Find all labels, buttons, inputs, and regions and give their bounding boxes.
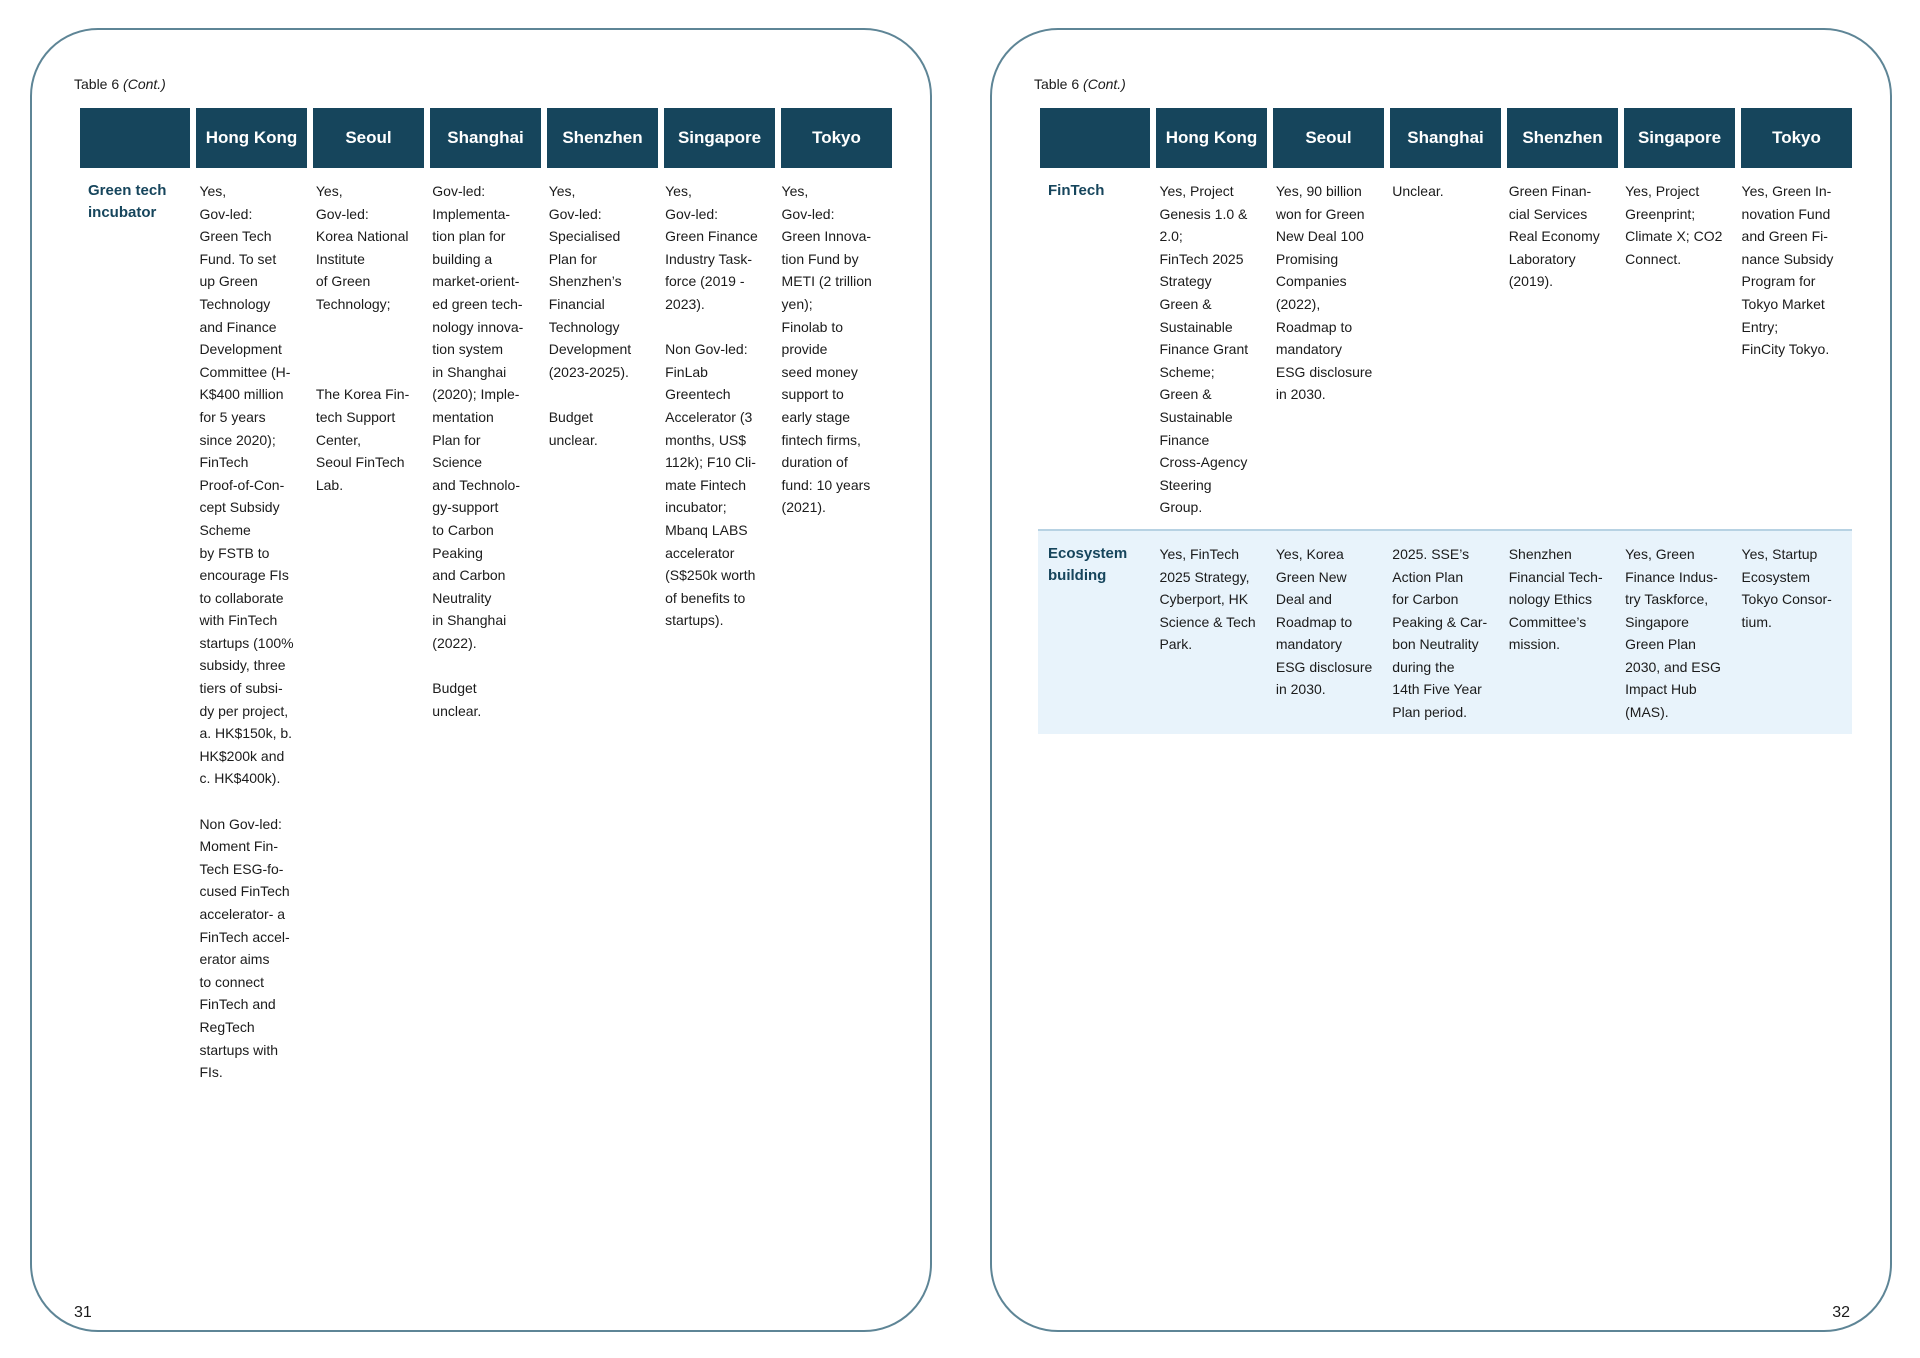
header-singapore: Singapore — [1624, 108, 1735, 168]
table-cell: Yes, Startup Ecosystem Tokyo Consor- tium. — [1741, 545, 1832, 630]
table-cell: Shenzhen Financial Tech- nology Ethics Committee’s mission. — [1508, 545, 1603, 653]
header-seoul: Seoul — [1273, 108, 1384, 168]
table-cell: Yes, Gov-led: Green Finance Industry Task- force (2019 - 2023). Non Gov-led: FinLab Greentech Accelerator (3 months, US$ 112k); F10 Cli- mate Fintech incubator; Mbanq LABS accelerator (S$250k worth of benefits to startups). — [665, 183, 758, 629]
header-shenzhen: Shenzhen — [1507, 108, 1618, 168]
header-seoul: Seoul — [313, 108, 424, 168]
table-caption: Table 6 (Cont.) — [1034, 76, 1126, 92]
table-cell: Yes, Project Genesis 1.0 & 2.0; FinTech 2025 Strategy Green & Sustainable Finance Grant Scheme; Green & Sustainable Finance Cross-Agency Steering Group. — [1159, 183, 1249, 516]
table-cell: Yes, Green In- novation Fund and Green Fi- nance Subsidy Program for Tokyo Market Entry; FinCity Tokyo. — [1741, 183, 1834, 358]
table-cell: Yes, Project Greenprint; Climate X; CO2 Connect. — [1625, 183, 1723, 267]
table-header — [78, 108, 892, 168]
header-shenzhen: Shenzhen — [547, 108, 658, 168]
table-cell: Yes, Green Finance Indus- try Taskforce, Singapore Green Plan 2030, and ESG Impact Hub (MAS). — [1625, 545, 1721, 721]
header-hong-kong: Hong Kong — [1156, 108, 1267, 168]
header-empty-cell — [80, 108, 190, 168]
row-label: Green tech incubator — [88, 182, 167, 221]
table-cell: 2025. SSE’s Action Plan for Carbon Peaking & Car- bon Neutrality during the 14th Five Year Plan period. — [1392, 545, 1488, 721]
table-cell: Yes, Gov-led: Korea National Institute of Green Technology; The Korea Fin- tech Support Center, Seoul FinTech Lab. — [315, 183, 410, 493]
page-31 — [30, 28, 932, 1332]
header-hong-kong: Hong Kong — [196, 108, 307, 168]
table-cell: Yes, FinTech 2025 Strategy, Cyberport, HK Science & Tech Park. — [1159, 545, 1256, 653]
table-cell: Yes, Korea Green New Deal and Roadmap to mandatory ESG disclosure in 2030. — [1275, 545, 1373, 698]
table-cell: Yes, 90 billion won for Green New Deal 100 Promising Companies (2022), Roadmap to mandatory ESG disclosure in 2030. — [1275, 183, 1373, 403]
table-cell: Yes, Gov-led: Green Tech Fund. To set up Green Technology and Finance Development Committee (H- K$400 million for 5 years since 2020); FinTech Proof-of-Con- cept Subsidy Scheme by FSTB to encourage FIs to collaborate with FinTech startups (100% subsidy, three tiers of subsi- dy per project, a. HK$150k, b. HK$200k and c. HK$400k). Non Gov-led: Moment Fin- Tech ESG-fo- cused FinTech accelerator- a FinTech accel- erator aims to connect FinTech and RegTech startups with FIs. — [199, 183, 294, 1081]
row-label: FinTech — [1048, 182, 1105, 199]
table — [78, 108, 892, 1094]
table-caption: Table 6 (Cont.) — [74, 76, 166, 92]
header-shanghai: Shanghai — [430, 108, 541, 168]
table-cell: Unclear. — [1392, 183, 1444, 199]
page-number: 31 — [74, 1304, 92, 1321]
header-singapore: Singapore — [664, 108, 775, 168]
header-empty-cell — [1040, 108, 1150, 168]
table-cell: Gov-led: Implementa- tion plan for building a market-orient- ed green tech- nology innova- tion system in Shanghai (2020); Imple- mentation Plan for Science and Technolo- gy-support to Carbon Peaking and Carbon Neutrality in Shanghai (2022). Budget unclear. — [432, 183, 524, 719]
table-cell: Yes, Gov-led: Green Innova- tion Fund by METI (2 trillion yen); Finolab to provide seed money support to early stage fintech firms, duration of fund: 10 years (2021). — [781, 183, 872, 516]
header-shanghai: Shanghai — [1390, 108, 1501, 168]
table — [1038, 108, 1852, 734]
table-cell: Green Finan- cial Services Real Economy Laboratory (2019). — [1508, 183, 1600, 290]
table-row — [1038, 168, 1852, 529]
row-label: Ecosystem building — [1048, 544, 1128, 584]
table-row — [1038, 531, 1852, 734]
page-number: 32 — [1832, 1304, 1850, 1321]
header-tokyo: Tokyo — [1741, 108, 1852, 168]
table-cell: Yes, Gov-led: Specialised Plan for Shenzhen’s Financial Technology Development (2023-2025). Budget unclear. — [548, 183, 632, 448]
table-header — [1038, 108, 1852, 168]
table-row — [78, 168, 892, 1094]
header-tokyo: Tokyo — [781, 108, 892, 168]
page-32 — [990, 28, 1892, 1332]
